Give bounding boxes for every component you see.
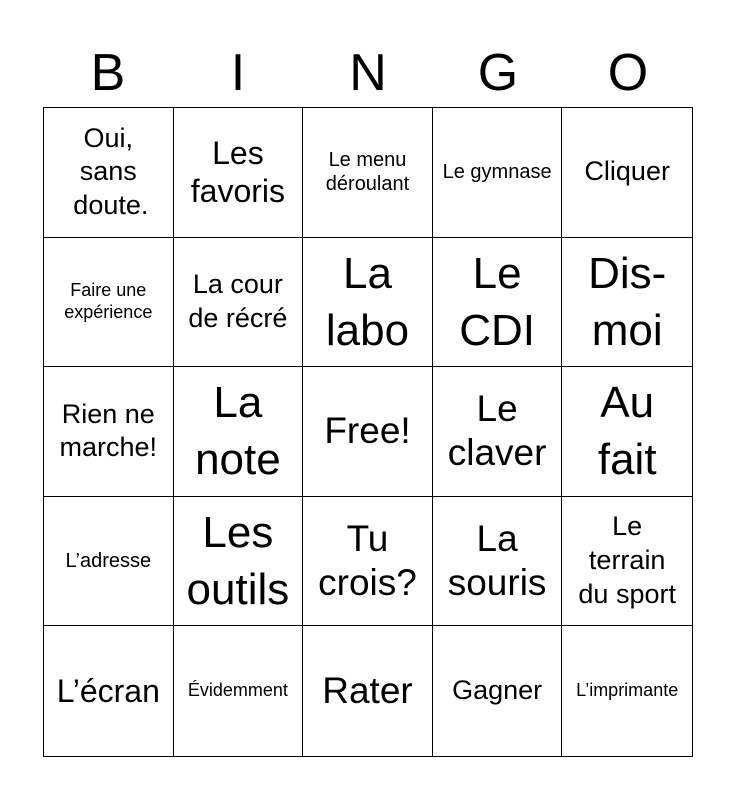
header-letter-g: G <box>477 44 519 102</box>
cell-text: La note <box>195 378 281 485</box>
cell-text: Rien ne marche! <box>59 398 158 463</box>
header-letter-n: N <box>349 44 387 102</box>
header-letter-o: O <box>607 44 649 102</box>
cell-text: Rater <box>322 670 413 711</box>
cell-text: Faire une expérience <box>64 280 153 322</box>
bingo-cell[interactable] <box>562 497 692 627</box>
bingo-cell[interactable] <box>174 497 304 627</box>
cell-text: L’adresse <box>65 550 152 573</box>
cell-text: Free! <box>324 410 411 452</box>
bingo-cell[interactable] <box>562 367 692 497</box>
bingo-cell[interactable] <box>433 626 563 756</box>
bingo-cell[interactable] <box>433 238 563 368</box>
bingo-cell[interactable] <box>303 367 433 497</box>
bingo-cell[interactable] <box>303 238 433 368</box>
bingo-cell[interactable] <box>44 367 174 497</box>
cell-text: La labo <box>325 248 410 355</box>
bingo-cell[interactable] <box>562 626 692 756</box>
bingo-cell[interactable] <box>433 108 563 238</box>
bingo-cell[interactable] <box>433 497 563 627</box>
cell-text: Gagner <box>452 675 543 706</box>
cell-text: Évidemment <box>187 680 288 701</box>
cell-text: Le CDI <box>459 248 535 355</box>
cell-text: Le menu déroulant <box>325 149 410 196</box>
cell-text: La souris <box>447 517 547 604</box>
bingo-cell[interactable] <box>303 626 433 756</box>
cell-text: L’écran <box>56 673 160 709</box>
bingo-cell[interactable] <box>44 238 174 368</box>
bingo-cell[interactable] <box>44 626 174 756</box>
cell-text: Le gymnase <box>442 161 552 184</box>
header-letter-b: B <box>90 44 126 102</box>
bingo-cell[interactable] <box>562 238 692 368</box>
cell-text: Cliquer <box>584 156 670 187</box>
cell-text: Au fait <box>597 378 657 485</box>
cell-text: Le terrain du sport <box>578 511 676 609</box>
cell-text: Dis-moi <box>588 248 667 355</box>
bingo-cell[interactable] <box>562 108 692 238</box>
header-letter-i: I <box>230 44 246 102</box>
bingo-cell[interactable] <box>303 108 433 238</box>
bingo-cell[interactable] <box>174 108 304 238</box>
bingo-cell[interactable] <box>174 626 304 756</box>
cell-text: Les outils <box>186 507 290 615</box>
bingo-cell[interactable] <box>433 367 563 497</box>
cell-text: Les favoris <box>190 134 286 210</box>
bingo-cell[interactable] <box>44 497 174 627</box>
cell-text: L’imprimante <box>576 680 679 701</box>
bingo-header <box>43 38 693 108</box>
cell-text: La cour de récré <box>188 269 288 333</box>
bingo-cell[interactable] <box>303 497 433 627</box>
cell-text: Oui, sans doute. <box>73 122 149 221</box>
cell-text: Tu crois? <box>318 517 417 604</box>
bingo-cell[interactable] <box>174 238 304 368</box>
bingo-cell[interactable] <box>44 108 174 238</box>
cell-text: Le claver <box>447 388 547 474</box>
bingo-cell[interactable] <box>174 367 304 497</box>
bingo-grid <box>43 107 693 757</box>
